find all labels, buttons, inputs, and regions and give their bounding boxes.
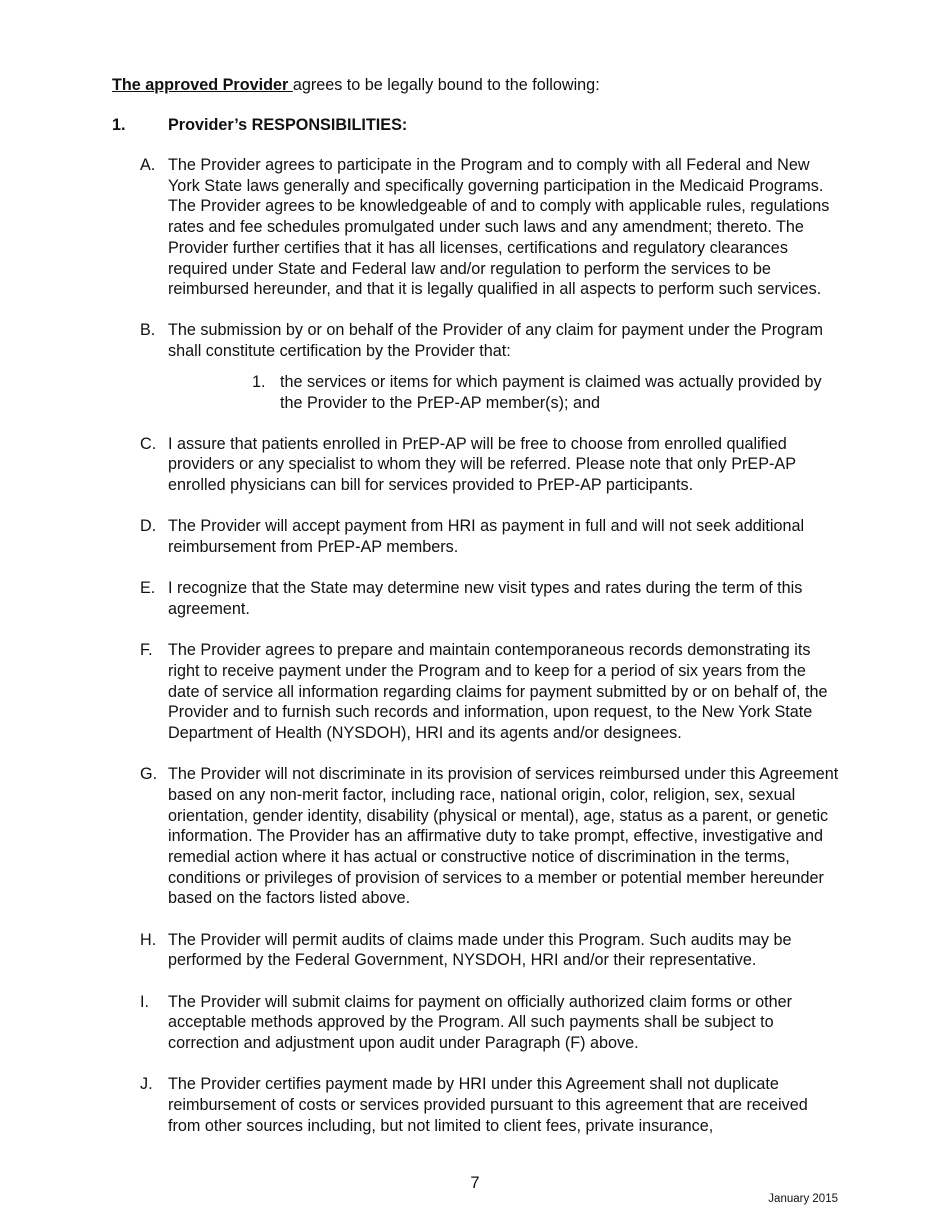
intro-lead: The approved Provider <box>112 76 293 94</box>
section-heading <box>112 115 407 136</box>
item-text: I assure that patients enrolled in PrEP-AP will be free to choose from enrolled qualified providers or any specialist to whom they will be referred. Please note that only PrEP-AP enrolled physicians can bill for services provided to PrEP-AP participants. <box>168 434 796 495</box>
item-text: I recognize that the State may determine new visit types and rates during the term of this agreement. <box>168 579 803 618</box>
item-letter: F. <box>140 641 153 660</box>
item-letter: H. <box>140 930 157 949</box>
item-text: The Provider certifies payment made by HRI under this Agreement shall not duplicate reimbursement of costs or services provided pursuant to this agreement that are received from other sources including, but not limited to client fees, private insurance, <box>168 1075 808 1135</box>
intro-text: agrees to be legally bound to the following: <box>292 76 600 94</box>
footer-date: January 2015 <box>768 1193 838 1205</box>
item-text: The submission by or on behalf of the Provider of any claim for payment under the Program shall constitute certification by the Provider that: <box>168 321 824 361</box>
list-item-i <box>140 992 840 1054</box>
sub-item-number: 1. <box>252 372 266 391</box>
item-letter: B. <box>140 321 156 340</box>
item-letter: C. <box>140 434 157 453</box>
item-text: The Provider will not discriminate in its provision of services reimbursed under this Agreement based on any non-merit factor, including race, national origin, color, religion, sex, sexual orientation, gender identity, disability (physical or mental), age, status as a parent, or genetic information. The Provider has an affirmative duty to take prompt, effective, investigative and remedial action where it has actual or constructive notice of discrimination in the terms, conditions or privileges of provision of services to a member or potential member hereunder based on the factors listed above. <box>168 765 839 908</box>
item-letter: I. <box>140 992 149 1011</box>
item-body <box>168 320 840 413</box>
sub-list-item <box>252 372 840 413</box>
list-item-b <box>140 320 840 413</box>
item-letter: D. <box>140 517 157 536</box>
item-letter: G. <box>140 765 158 784</box>
item-text: The Provider will permit audits of claims made under this Program. Such audits may be performed by the Federal Government, NYSDOH, HRI and/or their representative. <box>168 930 792 970</box>
item-text: The Provider will submit claims for payment on officially authorized claim forms or other acceptable methods approved by the Program. All such payments shall be subject to correction and adjustment upon audit under Paragraph (F) above. <box>168 992 793 1052</box>
section-number: 1. <box>112 116 126 134</box>
item-letter: E. <box>140 579 156 598</box>
list-item-g <box>140 764 840 909</box>
intro-paragraph <box>112 75 852 96</box>
sub-item-text: the services or items for which payment is claimed was actually provided by the Provider to the PrEP-AP member(s); and <box>280 372 822 412</box>
list-item-c <box>140 434 840 496</box>
list-item-j <box>140 1074 840 1136</box>
list-item-e <box>140 578 840 619</box>
item-letter: J. <box>140 1075 153 1094</box>
responsibilities-list <box>140 155 840 1157</box>
list-item-d <box>140 516 840 557</box>
list-item-h <box>140 930 840 971</box>
list-item-a <box>140 155 840 300</box>
page-number: 7 <box>470 1174 480 1192</box>
list-item-f <box>140 640 840 744</box>
section-title: Provider’s RESPONSIBILITIES: <box>168 116 408 134</box>
item-text: The Provider agrees to participate in the Program and to comply with all Federal and New York State laws generally and specifically governing participation in the Medicaid Programs. The Provider agrees to be knowledgeable of and to comply with applicable rules, regulations rates and fee schedules promulgated under such laws and any amendment; thereto. The Provider further certifies that it has all licenses, certifications and regulatory clearances required under State and Federal law and/or regulation to perform the services to be reimbursed hereunder, and that it is legally qualified in all aspects to perform such services. <box>168 156 830 299</box>
item-text: The Provider will accept payment from HRI as payment in full and will not seek additional reimbursement from PrEP-AP members. <box>168 517 805 557</box>
item-text: The Provider agrees to prepare and maintain contemporaneous records demonstrating its right to receive payment under the Program and to keep for a period of six years from the date of service all information regarding claims for payment submitted by or on behalf of, the Provider and to furnish such records and information, upon request, to the New York State Department of Health (NYSDOH), HRI and its agents and/or designees. <box>168 641 828 742</box>
item-letter: A. <box>140 156 156 174</box>
